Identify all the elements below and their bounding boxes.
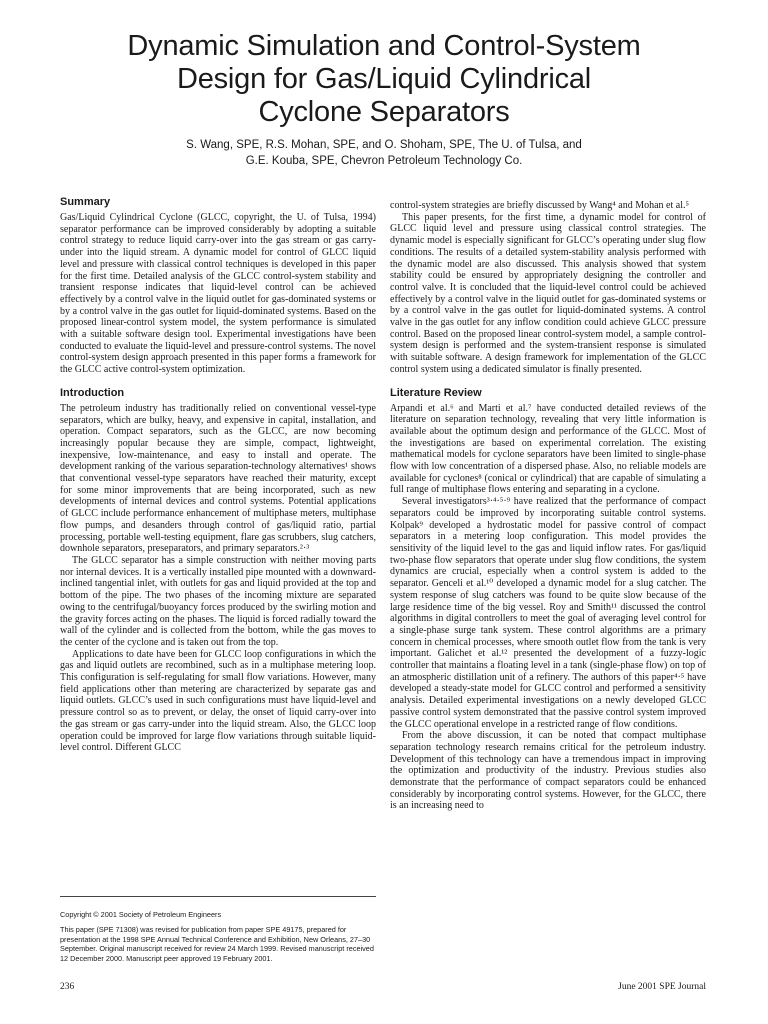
intro-paragraph-2: The GLCC separator has a simple construction with neither moving parts nor internal devices. It is a vertically installed pipe mounted with a downward-inclined tangential inlet, with outlets for gas and liquid provided at the top and bottom of the pipe. The two phases of the incoming mixture are separated owing to the centrifugal/buoyancy forces produced by the swirling motion and the gravity forces acting on the phases. The liquid is forced radially toward the wall of the cylinder and is collected from the bottom, while the gas moves to the center of the cyclone and is taken out from the top. — [60, 554, 376, 648]
author-line-1: S. Wang, SPE, R.S. Mohan, SPE, and O. Shoham, SPE, The U. of Tulsa, and — [186, 139, 582, 151]
title-line-1: Dynamic Simulation and Control-System — [127, 30, 641, 62]
footnote-rule — [60, 896, 376, 897]
right-column — [390, 200, 706, 812]
literature-paragraph-2: Several investigators³·⁴·⁵·⁹ have realized that the performance of compact separators could be improved by incorporating suitable control systems. Kolpak⁹ developed a hydrostatic model for passive control of compact separators in a metering loop configuration. This model provides the sensitivity of the liquid level to the gas and liquid inflow rates. For gas/liquid two-phase flow separators that operate under slug flow conditions, the system dynamics are crucial, especially when a control system is added to the separator. Genceli et al.¹⁰ developed a dynamic model for a slug catcher. The system response of slug catchers was found to be quite slow because of the large residence time of the big vessel. Roy and Smith¹¹ discussed the control algorithms in digital controllers to meet the goal of averaging level control for a single-phase surge tank system. These control algorithms are a primary concern in chemical processes, where smooth outlet flow from the tank is very important. Galichet et al.¹² presented the development of a fuzzy-logic controller that maintains a floating level in a tank (single-phase flow) on top of an atmospheric distillation unit of a refinery. The authors of this paper⁴·⁵ have developed a steady-state model for GLCC control and performed a sensitivity analysis. Detailed experimental investigations on a newly developed GLCC passive control system demonstrated that the passive control system improved the GLCC operational envelope in a restricted range of flow conditions. — [390, 496, 706, 730]
title-line-2: Design for Gas/Liquid Cylindrical — [176, 63, 592, 95]
author-line-2: G.E. Kouba, SPE, Chevron Petroleum Technology Co. — [245, 155, 523, 167]
paper-title — [60, 30, 708, 129]
page-number: 236 — [60, 982, 75, 992]
summary-text: Gas/Liquid Cylindrical Cyclone (GLCC, copyright, the U. of Tulsa, 1994) separator performance can be improved considerably by adopting a suitable control strategy to reduce liquid carry-over into the gas stream or gas carry-under into the liquid stream. A dynamic model for control of GLCC liquid level and pressure with classical control techniques is developed in this paper for the first time. Detailed analysis of the GLCC control-system stability and transient response indicates that liquid-level control can be achieved effectively by a control valve in the liquid outlet for gas-dominated systems or by a control valve in the gas outlet for liquid-dominated systems. Based on the proposed linear-control system model, the system performance is simulated with a suitable software design tool. Experimental investigations have been conducted to evaluate the liquid-level and pressure-control systems. The novel control-system design approach presented in this paper forms a framework for the GLCC active control-system optimization. — [60, 212, 376, 376]
introduction-heading: Introduction — [60, 386, 125, 399]
footnote-block — [60, 896, 376, 969]
left-column — [60, 196, 376, 754]
journal-issue: June 2001 SPE Journal — [618, 982, 706, 992]
literature-paragraph-3: From the above discussion, it can be noted that compact multiphase separation technology research remains critical for the petroleum industry. Development of this technology can have a tremendous impact in improving the optimization and productivity of the industry. Previous studies also demonstrate that the performance of compact separators could be enhanced considerably by incorporating control systems. However, for the GLCC, there is an increasing need to — [390, 730, 706, 812]
author-block — [60, 137, 708, 169]
intro-paragraph-1: The petroleum industry has traditionally relied on conventional vessel-type separators, which are bulky, heavy, and expensive in capital, installation, and operation. Compact separators, such as the GLCC, are now becoming increasingly popular because they are simple, compact, lightweight, inexpensive, low-maintenance, and easy to install and operate. The development ranking of the various separation-technology alternatives¹ shows that conventional vessel-type separators have reached their maturity, except for some minor improvements that are being incorporated, such as new developments of internal devices and control systems. Potential applications of GLCC include performance enhancement of multiphase meters, multiphase flow pumps, and desanders through control of gas/liquid ratio, partial processing, portable well-testing equipment, flare gas scrubbers, slug catchers, downhole separators, preseparators, and primary separators.²·³ — [60, 402, 376, 555]
title-line-3: Cyclone Separators — [258, 96, 510, 128]
right-paragraph-2: This paper presents, for the first time, a dynamic model for control of GLCC liquid level and pressure using classical control strategies. The dynamic model is especially significant for GLCC’s operating under slug flow conditions. The results of a detailed system-stability analysis performed with the dynamic model are also discussed. This analysis showed that system stability could be ensured by appropriately designing the controller and control valve. It is concluded that the liquid-level control could be achieved effectively by a control valve in the liquid outlet for gas-dominated systems or by a control valve in the gas outlet for liquid-dominated systems. A control valve in the gas outlet for any inflow condition could achieve GLCC pressure control. Based on the proposed linear control-system model, a sample control-system design is performed and the system-transient response is simulated with suitable software. A design framework for implementation of the GLCC control system using a dedicated simulator is finally presented. — [390, 211, 706, 375]
literature-paragraph-1: Arpandi et al.⁶ and Marti et al.⁷ have conducted detailed reviews of the literature on separation technology, revealing that very little information is available about the optimum design and performance of the GLCC. Most of the investigations are based on experimental correlation. The existing mathematical models for cyclone separators have been limited to single-phase flow with low concentration of a dispersed phase. Also, no reliable models are available for cyclones⁸ (conical or cylindrical) that are capable of simulating a full range of multiphase flows entering and separating in a cyclone. — [390, 402, 706, 496]
summary-heading: Summary — [60, 196, 111, 208]
right-paragraph-1: control-system strategies are briefly discussed by Wang⁴ and Mohan et al.⁵ — [390, 200, 689, 211]
literature-heading: Literature Review — [390, 386, 482, 399]
intro-paragraph-3: Applications to date have been for GLCC loop configurations in which the gas and liquid outlets are recombined, such as in a multiphase metering loop. This configuration is self-regulating for small flow variations. However, many field applications other than metering are characterized by separate gas and liquid outlets. GLCC’s used in such configurations must have liquid-level and pressure control so as to prevent, or delay, the onset of liquid carry-over into the gas stream or gas carry-under into the liquid stream. Also, the GLCC loop operation could be improved for large flow variations through suitable liquid-level control. Different GLCC — [60, 648, 376, 754]
publication-note: This paper (SPE 71308) was revised for publication from paper SPE 49175, prepared for presentation at the 1998 SPE Annual Technical Conference and Exhibition, New Orleans, 27–30 September. Original manuscript received for review 24 March 1999. Revised manuscript received 12 December 2000. Manuscript peer approved 19 February 2001. — [60, 925, 374, 963]
copyright-notice: Copyright © 2001 Society of Petroleum Engineers — [60, 910, 222, 919]
